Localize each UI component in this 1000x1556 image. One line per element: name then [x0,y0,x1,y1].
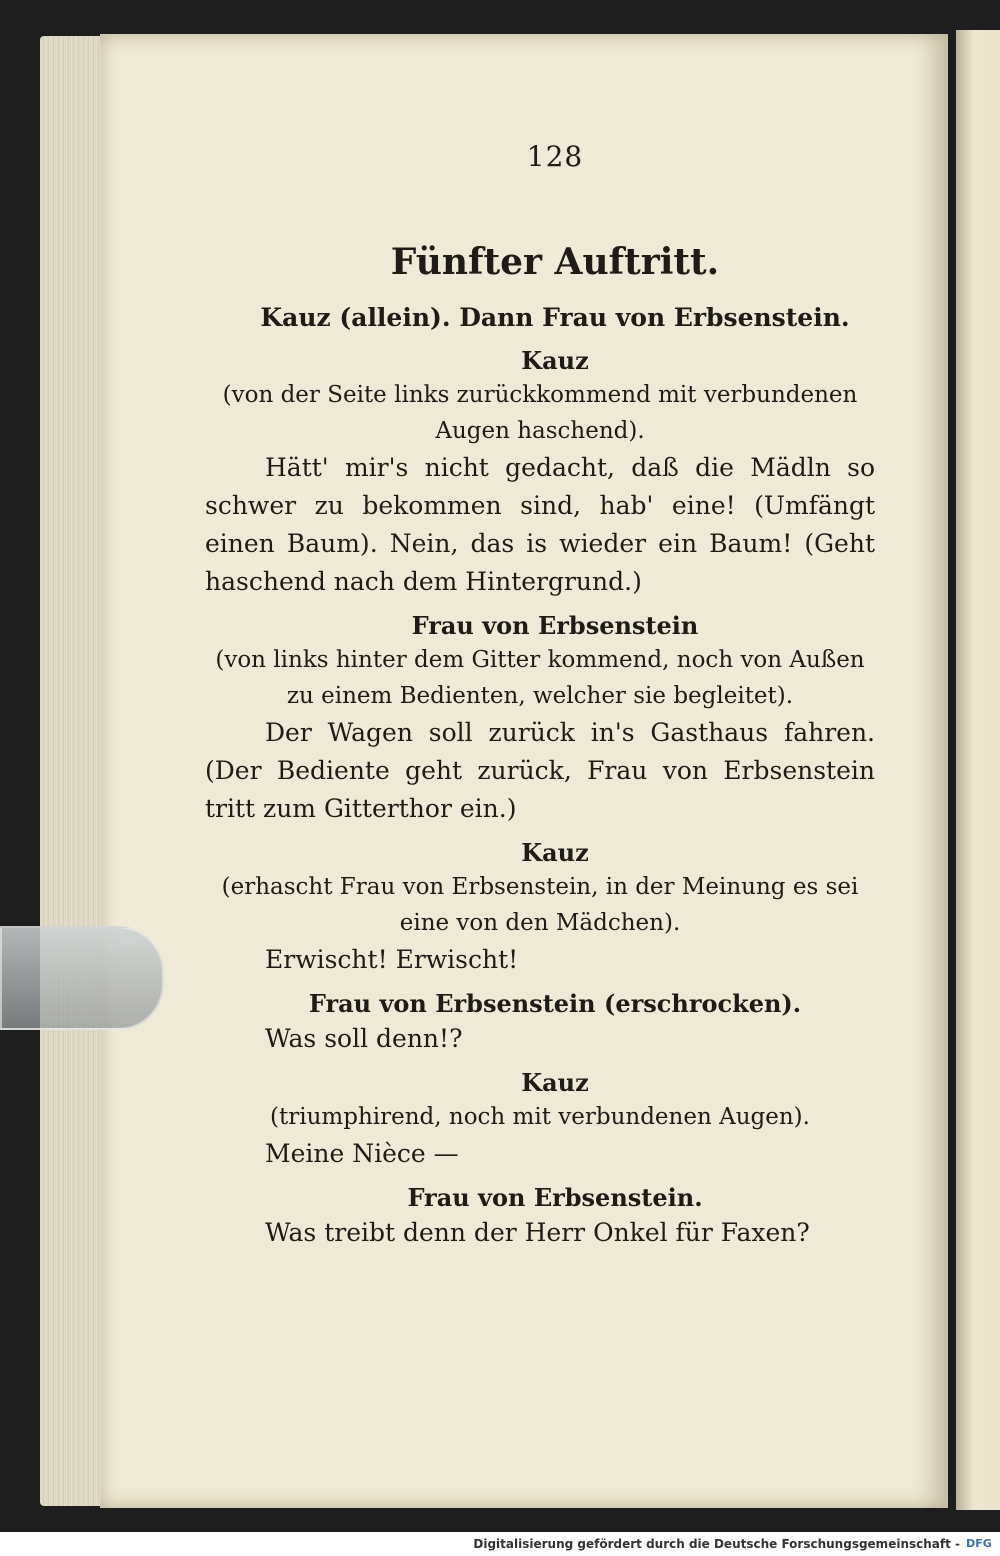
speaker-name: Kauz [521,838,589,867]
speaker-name: Frau von Erbsenstein [411,611,699,640]
speech-text: Der Wagen soll zurück in's Gasthaus fahren. (Der Bediente geht zurück, Frau von Erbsenstein tritt zum Gitterthor ein.) [205,718,875,823]
page-number: 128 [526,140,584,173]
dialogue-block [205,346,875,601]
speaker-name: Frau von Erbsenstein. [407,1183,703,1212]
dialogue-block [205,611,875,828]
dialogue-block [205,989,875,1058]
page-holder-clip [0,926,164,1030]
stage-direction: (triumphirend, noch mit verbundenen Augen). [270,1104,810,1130]
dfg-logo: DFG [966,1537,992,1550]
speaker-name: Frau von Erbsenstein (erschrocken). [308,989,802,1018]
speech-text: Erwischt! Erwischt! [265,945,519,974]
stage-direction: (von der Seite links zurückkommend mit verbundenen Augen haschend). [222,382,858,444]
dialogue-block [205,1068,875,1173]
speaker-name: Kauz [521,1068,589,1097]
dialogue-block [205,1183,875,1252]
page-text [205,140,875,1252]
speaker-name: Kauz [521,346,589,375]
stage-direction: (erhascht Frau von Erbsenstein, in der Meinung es sei eine von den Mädchen). [221,874,859,936]
speech-text: Was treibt denn der Herr Onkel für Faxen? [265,1218,810,1247]
speech-text: Meine Nièce — [265,1139,459,1168]
stage-direction: (von links hinter dem Gitter kommend, noch von Außen zu einem Bedienten, welcher sie begleitet). [215,647,865,709]
facing-page-edge [956,30,1000,1510]
footer-credit: Digitalisierung gefördert durch die Deutsche Forschungsgemeinschaft - [473,1537,960,1551]
scene-title: Fünfter Auftritt. [390,241,720,283]
dialogue-block [205,838,875,979]
speech-text: Hätt' mir's nicht gedacht, daß die Mädln so schwer zu bekommen sind, hab' eine! (Umfängt einen Baum). Nein, das is wieder ein Baum! (Geht haschend nach dem Hintergrund.) [205,453,875,596]
footer-bar [0,1532,1000,1556]
speech-text: Was soll denn!? [265,1024,463,1053]
cast-line: Kauz (allein). Dann Frau von Erbsenstein. [260,303,850,332]
